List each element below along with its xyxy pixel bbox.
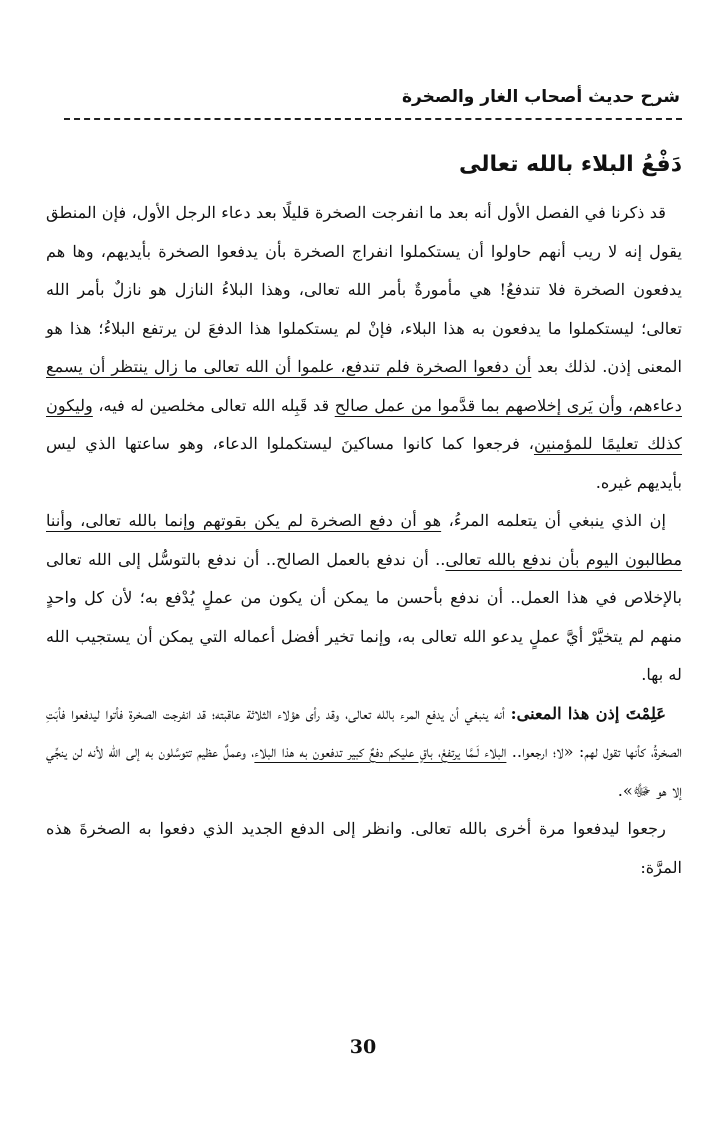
paragraph-1-text-c: ، فرجعوا كما كانوا مساكينَ ليستكملوا الدعاء، وهو ساعتها الذي ليس بأيديهم غيره. <box>46 434 682 492</box>
paragraph-3 <box>46 695 682 811</box>
header-divider <box>64 118 682 120</box>
paragraph-3-lead: عَلِمْتَ إذن هذا المعنى: <box>510 703 666 723</box>
body-text <box>46 194 682 887</box>
page-number: 30 <box>349 1036 377 1058</box>
section-title: دَفْعُ البلاء بالله تعالى <box>459 152 682 177</box>
paragraph-1-underline-2: وليكون كذلك تعليمًا للمؤمنين <box>46 395 682 453</box>
paragraph-1-text-a: قد ذكرنا في الفصل الأول أنه بعد ما انفرجت الصخرة قليلًا بعد دعاء الرجل الأول، فإن المنطق يقول إنه لا ريب أنهم حاولوا أن يستكملوا انفراج الصخرة بأن يدفعوا الصخرة بأيديهم، وها هم يدفعون الصخرة فلا تندفعُ! هي مأمورةٌ بأمر الله تعالى، وهذا البلاءُ النازل هو نازلٌ بأمر الله تعالى؛ ليستكملوا ما يدفعون به هذا البلاء، فإنْ لم يستكملوا هذا الدفعَ لن يرتفع البلاءُ؛ هذا هو المعنى إذن. لذلك بعد <box>46 203 682 376</box>
paragraph-1 <box>46 194 682 502</box>
paragraph-2-text-b: .. أن ندفع بالعمل الصالح.. أن ندفع بالتوسُّل إلى الله تعالى بالإخلاص في هذا العمل.. أن ندفع بأحسن ما يمكن أن يكون من عملٍ يُدْفع به؛ لأن كل واحدٍ منهم لم يتخيَّرْ أيَّ عملٍ يدعو الله تعالى به، وإنما تخير أفضل أعماله التي يمكن أن يستجيب الله له بها. <box>46 549 682 684</box>
paragraph-2-underline-1: هو أن دفع الصخرة لم يكن بقوتهم وإنما بالله تعالى، وأننا مطالبون اليوم بأن ندفع بالله تعالى <box>46 511 682 569</box>
paragraph-2 <box>46 502 682 695</box>
paragraph-3-text-a: أنه ينبغي أن يدفع المرء بالله تعالى، وقد رأى هؤلاء الثلاثة عاقبته؛ قد انفرجت الصخرة فأتوا ليدفعوا فأبَتِ الصخرةُ، كأنها تقول لهم: «لا؛ ارجعوا.. <box>46 703 683 761</box>
paragraph-1-underline-1: أن دفعوا الصخرة فلم تندفع، علموا أن الله تعالى ما زال ينتظر أن يسمع دعاءهم، وأن يَرى إخلاصهم بما قدَّموا من عمل صالح <box>46 357 682 415</box>
running-header: شرح حديث أصحاب الغار والصخرة <box>401 87 680 107</box>
paragraph-3-text-b: ، وعملٌ عظيم تتوسَّلون به إلى الله لأنه لن ينجِّي إلا هو ﷻ». <box>46 742 682 800</box>
paragraph-2-text-a: إن الذي ينبغي أن يتعلمه المرءُ، <box>441 511 666 530</box>
paragraph-4-text-a: رجعوا ليدفعوا مرة أخرى بالله تعالى. وانظر إلى الدفع الجديد الذي دفعوا به الصخرةَ هذه المرَّة: <box>46 819 682 877</box>
paragraph-4 <box>46 810 682 887</box>
paragraph-1-text-b: قد قَبِله الله تعالى مخلصين له فيه، <box>92 395 335 415</box>
paragraph-3-underline-1: البلاء لَـمَّا يرتفعْ، باقٍ عليكم دفعٌ كبير تدفعون به هذا البلاء <box>254 742 507 761</box>
